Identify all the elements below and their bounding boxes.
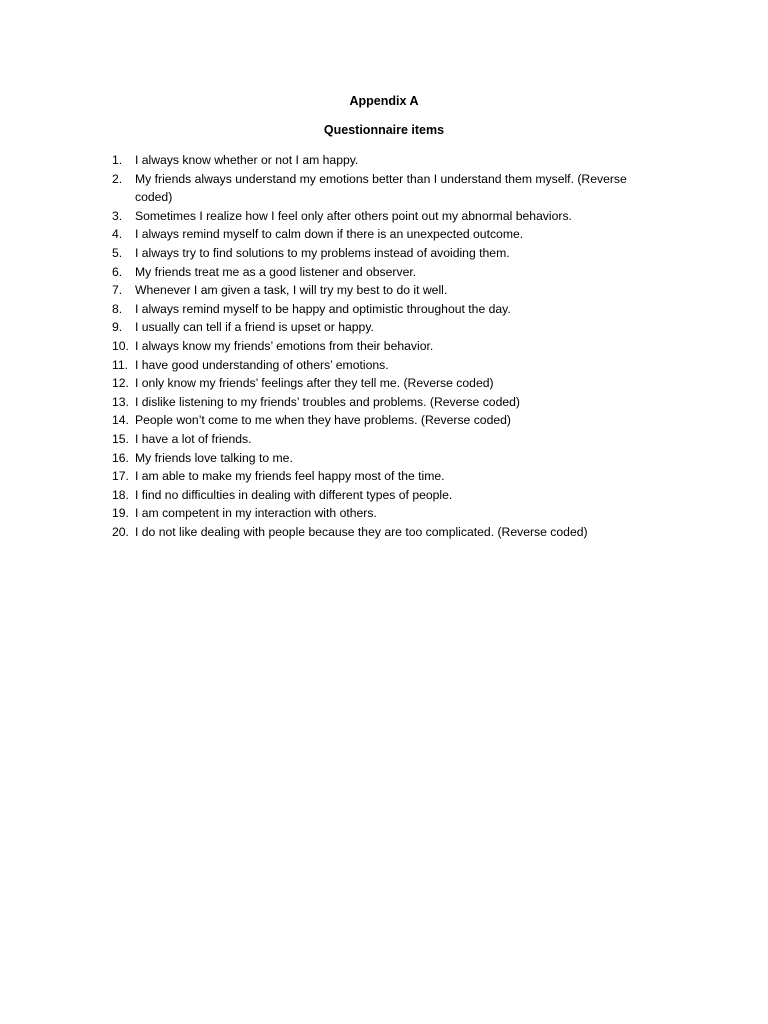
- item-text: I always remind myself to calm down if there is an unexpected outcome.: [135, 227, 524, 242]
- list-item: [112, 263, 658, 282]
- item-number: 7.: [112, 283, 123, 298]
- item-number: 9.: [112, 320, 123, 335]
- appendix-title: Appendix A: [349, 94, 419, 108]
- item-number: 8.: [112, 301, 123, 316]
- list-item: [112, 151, 658, 170]
- list-item: [112, 170, 658, 207]
- item-number: 6.: [112, 264, 123, 279]
- item-text: I have a lot of friends.: [135, 431, 252, 446]
- list-item: [112, 486, 658, 505]
- list-item: [112, 356, 658, 375]
- list-item: [112, 393, 658, 412]
- item-text: I do not like dealing with people because they are too complicated. (Reverse coded): [135, 524, 588, 539]
- item-text: I always remind myself to be happy and optimistic throughout the day.: [135, 301, 511, 316]
- item-number: 4.: [112, 227, 123, 242]
- list-item: [112, 225, 658, 244]
- list-item: [112, 281, 658, 300]
- list-item: [112, 449, 658, 468]
- item-number: 14.: [112, 413, 129, 428]
- list-item: [112, 523, 658, 542]
- item-text: People won’t come to me when they have problems. (Reverse coded): [135, 413, 511, 428]
- item-text: My friends treat me as a good listener and observer.: [135, 264, 417, 279]
- list-item: [112, 374, 658, 393]
- list-item: [112, 504, 658, 523]
- item-text: I find no difficulties in dealing with different types of people.: [135, 487, 453, 502]
- item-text: I am competent in my interaction with others.: [135, 506, 377, 521]
- item-number: 2.: [112, 171, 123, 186]
- item-number: 12.: [112, 376, 129, 391]
- item-number: 16.: [112, 450, 129, 465]
- item-text: Sometimes I realize how I feel only after others point out my abnormal behaviors.: [135, 208, 572, 223]
- list-item: [112, 467, 658, 486]
- item-text: My friends always understand my emotions better than I understand them myself. (Reverse coded): [135, 171, 627, 205]
- item-number: 18.: [112, 487, 129, 502]
- item-text: I have good understanding of others’ emotions.: [135, 357, 389, 372]
- item-text: I always try to find solutions to my problems instead of avoiding them.: [135, 245, 510, 260]
- item-number: 19.: [112, 506, 129, 521]
- list-item: [112, 430, 658, 449]
- list-item: [112, 318, 658, 337]
- item-text: I always know my friends’ emotions from their behavior.: [135, 338, 434, 353]
- list-item: [112, 207, 658, 226]
- item-text: I am able to make my friends feel happy most of the time.: [135, 469, 445, 484]
- item-number: 10.: [112, 338, 129, 353]
- item-text: I only know my friends’ feelings after they tell me. (Reverse coded): [135, 376, 494, 391]
- item-number: 15.: [112, 431, 129, 446]
- item-text: I dislike listening to my friends’ troubles and problems. (Reverse coded): [135, 394, 520, 409]
- item-number: 11.: [112, 357, 129, 372]
- list-item: [112, 411, 658, 430]
- item-number: 5.: [112, 245, 123, 260]
- section-title: Questionnaire items: [323, 123, 445, 137]
- item-text: Whenever I am given a task, I will try my best to do it well.: [135, 283, 448, 298]
- item-number: 17.: [112, 469, 129, 484]
- item-number: 20.: [112, 524, 129, 539]
- item-text: My friends love talking to me.: [135, 450, 293, 465]
- item-number: 13.: [112, 394, 129, 409]
- list-item: [112, 300, 658, 319]
- item-number: 3.: [112, 208, 123, 223]
- item-text: I always know whether or not I am happy.: [135, 153, 359, 167]
- questionnaire-list: [112, 151, 658, 541]
- list-item: [112, 337, 658, 356]
- item-text: I usually can tell if a friend is upset or happy.: [135, 320, 374, 335]
- list-item: [112, 244, 658, 263]
- item-number: 1.: [112, 153, 123, 167]
